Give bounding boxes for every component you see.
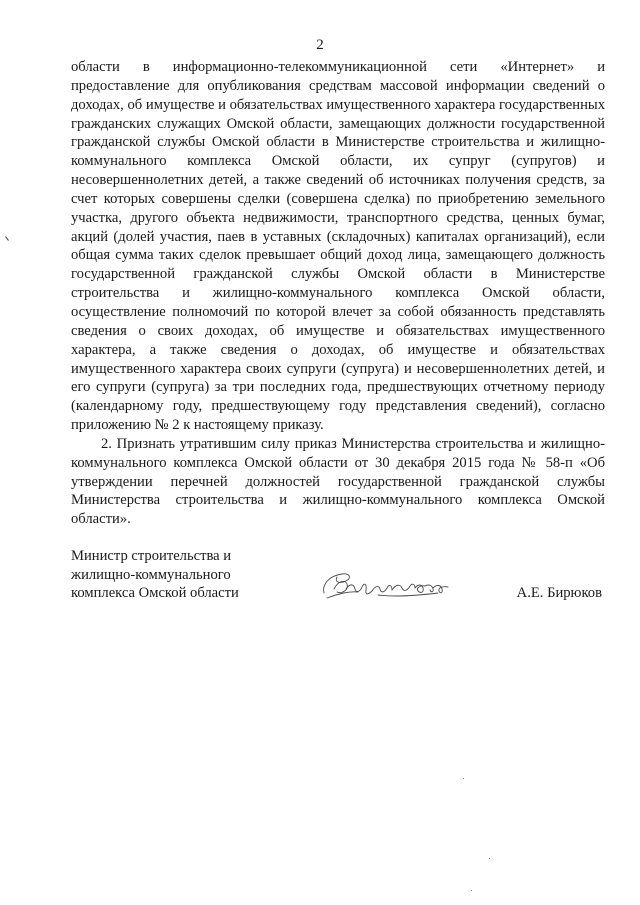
margin-tick-mark (5, 236, 9, 241)
signatory-title-line: Министр строительства и (71, 548, 232, 564)
page-number: 2 (316, 37, 324, 53)
signatory-title-line: жилищно-коммунального (71, 566, 231, 583)
signatory-title-line: комплекса Омской области (71, 585, 239, 601)
body-text (71, 58, 605, 529)
paragraph-continuation: области в информационно-телекоммуникационной сети «Интернет» и предоставление для опубликования средствам массовой информации сведений о доходах, об имуществе и обязательствах имущественного характера государственных гражданских служащих Омской области, замещающих должности государственной гражданской службы Омской области в Министерстве строительства и жилищно-коммунального комплекса Омской области, их супруг (супругов) и несовершеннолетних детей, а также сведений об источниках получения средств, за счет которых совершены сделки (совершена сделка) по приобретению земельного участка, другого объекта недвижимости, транспортного средства, ценных бумаг, акций (долей участия, паев в уставных (складочных) капиталах организаций), если общая сумма таких сделок превышает общий доход лица, замещающего должность государственной гражданской службы Омской области в Министерстве строительства и жилищно-коммунального комплекса Омской области, осуществление полномочий по которой влечет за собой обязанность представлять сведения о своих доходах, об имуществе и обязательствах имущественного характера, а также сведения о доходах, об имуществе и обязательствах имущественного характера своих супруги (супруга) и несовершеннолетних детей, и его супруги (супруга) за три последних года, предшествующих отчетному периоду (календарному году, предшествующему году представления сведений), согласно приложению № 2 к настоящему приказу. (71, 59, 605, 434)
scan-speck (489, 858, 490, 859)
handwritten-signature (318, 567, 458, 607)
scan-speck (471, 890, 472, 891)
signatory-title (71, 547, 271, 603)
signature-block (71, 547, 605, 607)
signatory-name: А.Е. Бирюков (516, 585, 602, 601)
paragraph-item-2: 2. Признать утратившим силу приказ Министерства строительства и жилищно-коммунального комплекса Омской области от 30 декабря 2015 года № 58-п «Об утверждении перечней должностей государственной гражданской службы Министерства строительства и жилищно-коммунального комплекса Омской области». (71, 435, 605, 528)
scan-speck (463, 778, 464, 779)
